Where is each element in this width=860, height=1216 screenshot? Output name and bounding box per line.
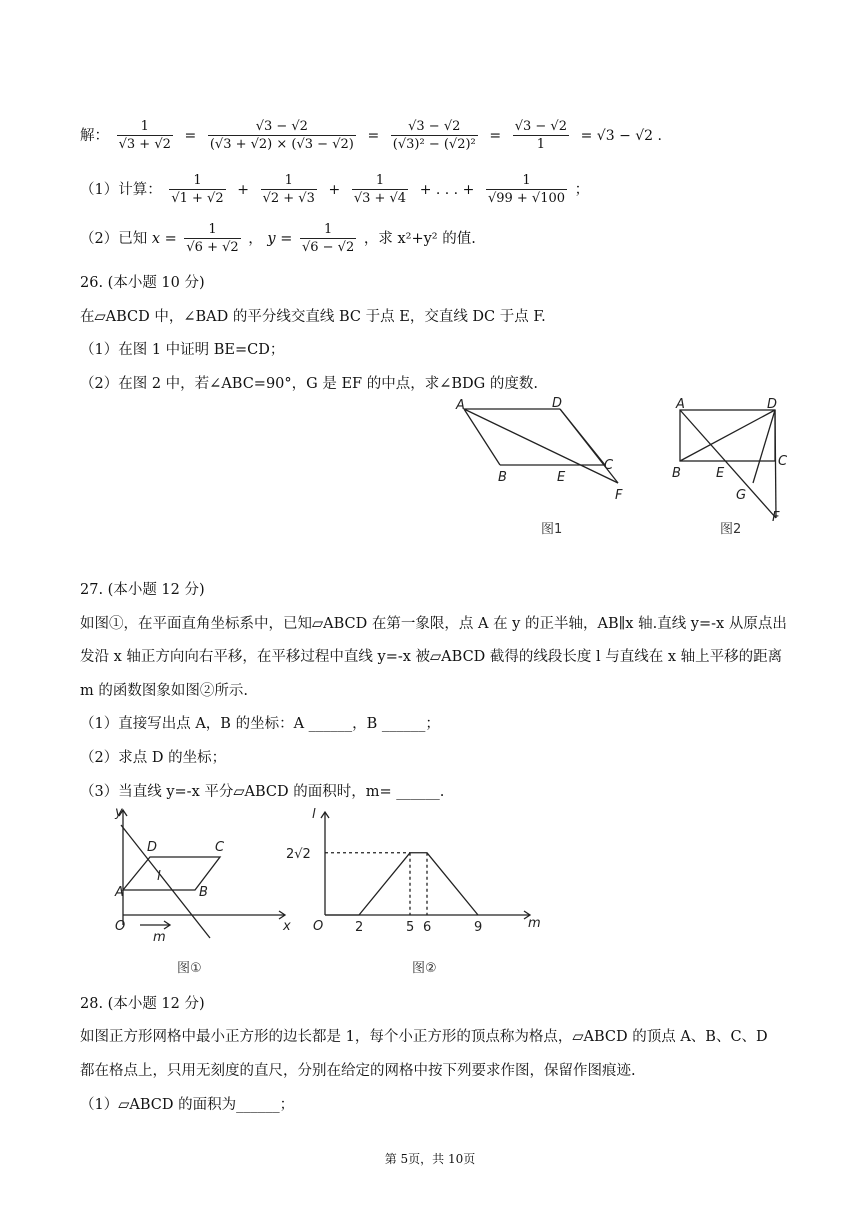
fig1-point-d: D xyxy=(147,840,158,855)
q26-part1: （1）在图 1 中证明 BE=CD； xyxy=(80,342,285,358)
fig1-label-b: B xyxy=(498,470,507,485)
q27-part1: （1）直接写出点 A，B 的坐标：A ______，B ______； xyxy=(80,716,440,732)
q26-heading: 26. (本小题 10 分) xyxy=(80,275,205,291)
fig2-axis-m: m xyxy=(528,916,541,931)
q27-figure-1 xyxy=(95,800,305,980)
q26-figure-2 xyxy=(668,395,798,545)
fig1-label-d: D xyxy=(552,396,563,411)
fig2-label-d: D xyxy=(767,397,778,412)
q26-figure-1 xyxy=(450,395,640,545)
var-x: x = xyxy=(151,231,177,247)
fig2-label-g: G xyxy=(736,488,747,503)
fig1-label-m: m xyxy=(153,930,166,945)
sum-term-2: $\frac{1}{√2 + √3}$ xyxy=(262,173,315,206)
q28-stem-2: 都在格点上，只用无刻度的直尺，分别在给定的网格中按下列要求作图，保留作图痕迹. xyxy=(80,1063,636,1079)
fig1-point-a: A xyxy=(115,885,124,900)
q27-part3: （3）当直线 y=-x 平分▱ABCD 的面积时，m= ______. xyxy=(80,784,445,800)
q27-figure-2 xyxy=(280,800,550,980)
q27-heading: 27. (本小题 12 分) xyxy=(80,582,205,598)
q27-fig2-caption: 图② xyxy=(412,961,437,976)
fig1-point-b: B xyxy=(199,885,208,900)
fig2-label-a: A xyxy=(676,397,685,412)
xtick-2: 2 xyxy=(355,920,364,935)
sum-term-3: $\frac{1}{√3 + √4}$ xyxy=(353,173,407,206)
fig1-label-c: C xyxy=(604,458,614,473)
q28-heading: 28. (本小题 12 分) xyxy=(80,996,205,1012)
fig2-label-f: F xyxy=(772,510,780,525)
fig1-caption: 图1 xyxy=(541,522,563,537)
fraction-1: $\frac{1}{√3 + √2}$ xyxy=(118,119,171,152)
fig1-axis-x: x xyxy=(283,919,291,934)
fig2-label-c: C xyxy=(778,454,788,469)
var-y: y = xyxy=(267,231,293,247)
page-footer: 第 5页，共 10页 xyxy=(384,1152,476,1166)
q27-stem-3: m 的函数图象如图②所示. xyxy=(80,683,248,699)
fig1-label-f: F xyxy=(615,488,623,503)
xtick-5: 5 xyxy=(406,920,415,935)
solution-result: = √3 − √2 . xyxy=(580,128,662,144)
q25-part2: （2）已知 x = $\frac{1}{√6 + √2}$ ， y = $\frac{1}{√6 - √2}$ ，求 x²+y² 的值. xyxy=(80,222,476,255)
fig1-point-c: C xyxy=(215,840,225,855)
q27-stem-1: 如图①，在平面直角坐标系中，已知▱ABCD 在第一象限，点 A 在 y 的正半轴，AB∥x 轴.直线 y=-x 从原点出 xyxy=(80,616,787,632)
fig1-label-e: E xyxy=(557,470,566,485)
q26-stem: 在▱ABCD 中，∠BAD 的平分线交直线 BC 于点 E，交直线 DC 于点 F. xyxy=(80,309,546,325)
x-fraction: $\frac{1}{√6 + √2}$ xyxy=(186,222,239,255)
fig2-label-b: B xyxy=(672,466,681,481)
fraction-2: $\frac{√3 - √2}{(√3 + √2) \times (√3 - √2)}$ xyxy=(209,119,354,152)
q28-part1: （1）▱ABCD 的面积为______； xyxy=(80,1097,295,1113)
q28-stem-1: 如图正方形网格中最小正方形的边长都是 1，每个小正方形的顶点称为格点，▱ABCD 的顶点 A、B、C、D xyxy=(80,1029,768,1045)
fig1-label-l: l xyxy=(157,869,161,884)
q25-p1-label: （1）计算： xyxy=(80,182,162,198)
xtick-9: 9 xyxy=(474,920,483,935)
fig1-origin: O xyxy=(115,919,126,934)
y-fraction: $\frac{1}{√6 - √2}$ xyxy=(301,222,355,255)
fig2-ytick: 2√2 xyxy=(286,846,311,862)
graph-polyline xyxy=(325,853,478,915)
solution-label: 解： xyxy=(80,128,109,144)
fig2-axis-l: l xyxy=(312,807,316,822)
xtick-6: 6 xyxy=(423,920,432,935)
q26-part2: （2）在图 2 中，若∠ABC=90°，G 是 EF 的中点，求∠BDG 的度数. xyxy=(80,376,538,392)
q27-stem-2: 发沿 x 轴正方向向右平移，在平移过程中直线 y=-x 被▱ABCD 截得的线段长度 l 与直线在 x 轴上平移的距离 xyxy=(80,649,783,665)
fig2-caption: 图2 xyxy=(720,522,742,537)
fig2-origin: O xyxy=(313,919,324,934)
fraction-4: $\frac{√3 - √2}{1}$ xyxy=(514,119,567,152)
fraction-3: $\frac{√3 - √2}{\text{(√3)² − (√2)²}}$ xyxy=(392,119,476,152)
q25-part1: （1）计算： $\frac{1}{√1 + √2}$ + $\frac{1}{√2 + √3}$ + $\frac{1}{√3 + √4}$ + . . . + $\frac{1}{√99 + √100}$ ； xyxy=(80,173,590,206)
q27-fig1-caption: 图① xyxy=(177,961,202,976)
sum-term-1: $\frac{1}{√1 + √2}$ xyxy=(171,173,224,206)
fig1-label-a: A xyxy=(456,398,465,413)
fig1-axis-y: y xyxy=(115,805,123,820)
q27-part2: （2）求点 D 的坐标； xyxy=(80,750,227,766)
solution-line: 解： $\frac{1}{√3 + √2}$ = $\frac{√3 - √2}{(√3 + √2) \times (√3 - √2)}$ = $\frac{√3 - √2}{\text{(√3)² − (√2)²}}$ = $\frac{√3 - √2}{1}$ = √3 − √2 . xyxy=(80,119,662,152)
sum-term-last: $\frac{1}{√99 + √100}$ xyxy=(487,173,566,206)
fig2-label-e: E xyxy=(716,466,725,481)
